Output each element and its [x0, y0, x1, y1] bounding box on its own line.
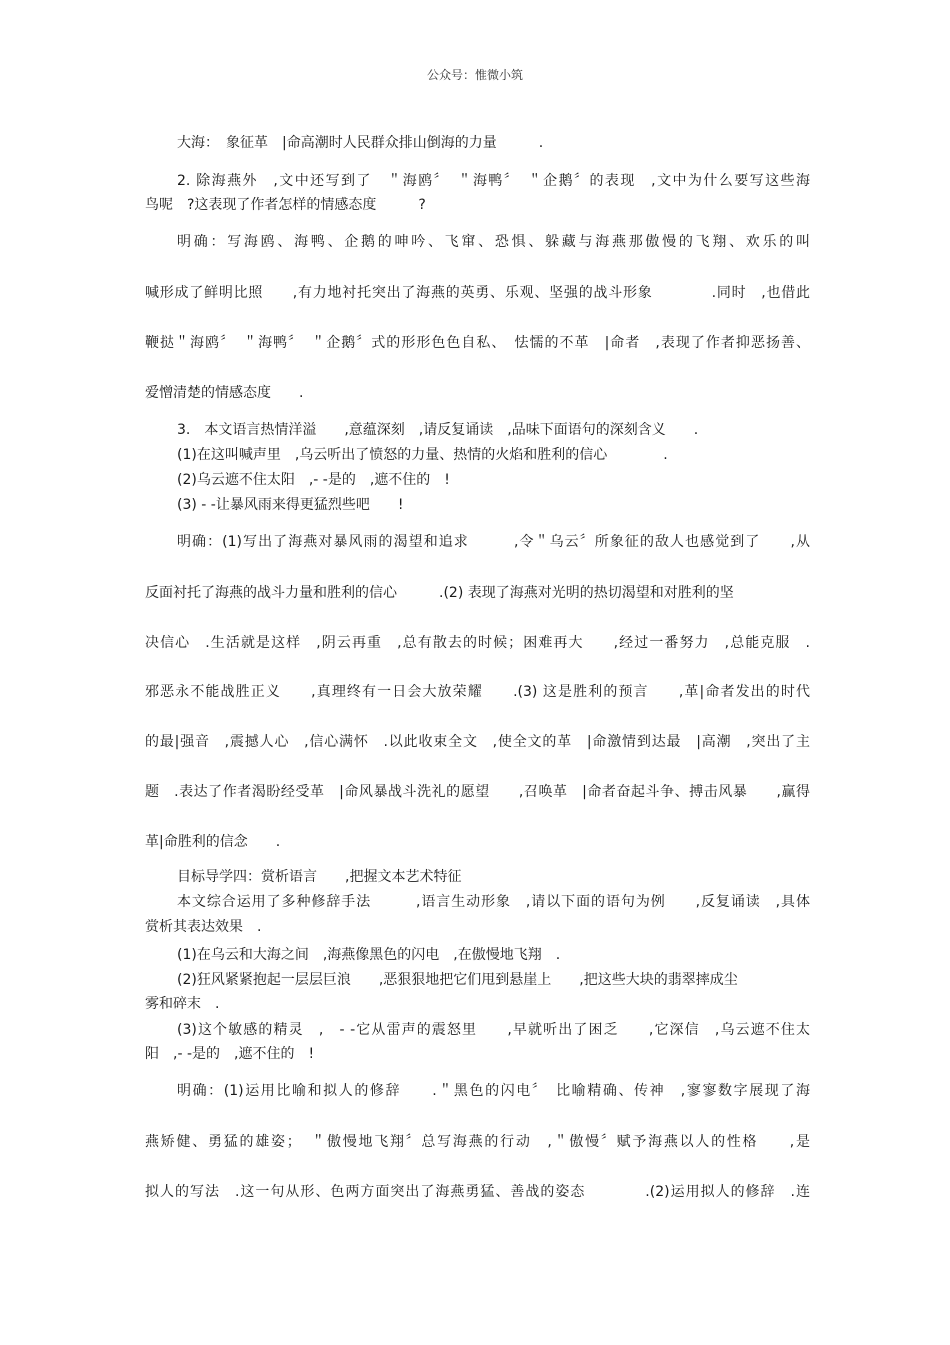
text-line: (3)这个敏感的精灵 , - -它从雷声的震怒里 ,早就听出了困乏 ,它深信 ,乌云遮不住太 — [177, 1022, 810, 1038]
text-line: 鞭挞＂海鸥〞 ＂海鸭〞 ＂企鹅〞式的形形色色自私、 怯懦的不革 |命者 ,表现了作者抑恶扬善、 — [145, 335, 810, 351]
text-line: (3) - -让暴风雨来得更猛烈些吧 ! — [177, 497, 404, 513]
text-line: (1)在这叫喊声里 ,乌云听出了愤怒的力量、热情的火焰和胜利的信心 . — [177, 447, 668, 463]
text-line: 阳 ,- -是的 ,遮不住的 ! — [145, 1046, 315, 1062]
text-line: 反面衬托了海燕的战斗力量和胜利的信心 .(2) 表现了海燕对光明的热切渴望和对胜利的坚 — [145, 585, 734, 601]
text-line: (2)狂风紧紧抱起一层层巨浪 ,恶狠狠地把它们甩到悬崖上 ,把这些大块的翡翠摔成尘 — [177, 972, 738, 988]
text-line: (2)乌云遮不住太阳 ,- -是的 ,遮不住的 ! — [177, 472, 450, 488]
text-line: 雾和碎末 . — [145, 996, 220, 1012]
answer-4: 明确：(1)运用比喻和拟人的修辞 .＂黑色的闪电〞 比喻精确、传神 ,寥寥数字展现了海 — [177, 1083, 810, 1099]
text-line: 题 .表达了作者渴盼经受革 |命风暴战斗洗礼的愿望 ,召唤革 |命者奋起斗争、搏击风暴 ,赢得 — [145, 784, 810, 800]
question-2: 2. 除海燕外 ,文中还写到了 ＂海鸥〞 ＂海鸭〞 ＂企鹅〞的表现 ,文中为什么要写这些海 — [177, 173, 810, 189]
text-line: 赏析其表达效果 . — [145, 919, 262, 935]
text-line: 决信心 .生活就是这样 ,阴云再重 ,总有散去的时候；困难再大 ,经过一番努力 ,总能克服 . — [145, 635, 810, 651]
text-line: 邪恶永不能战胜正义 ,真理终有一日会大放荣耀 .(3) 这是胜利的预言 ,革|命者发出的时代 — [145, 684, 810, 700]
text-line: 爱憎清楚的情感态度 . — [145, 385, 304, 401]
text-line: 本文综合运用了多种修辞手法 ,语言生动形象 ,请以下面的语句为例 ,反复诵读 ,具体 — [177, 894, 810, 910]
text-line: 喊形成了鲜明比照 ,有力地衬托突出了海燕的英勇、乐观、坚强的战斗形象 .同时 ,也借此 — [145, 285, 810, 301]
text-line: 燕矫健、勇猛的雄姿； ＂傲慢地飞翔〞总写海燕的行动 ,＂傲慢〞赋予海燕以人的性格 ,是 — [145, 1134, 810, 1150]
section-heading: 目标导学四：赏析语言 ,把握文本艺术特征 — [177, 869, 462, 885]
text-line: 鸟呢 ?这表现了作者怎样的情感态度 ? — [145, 197, 426, 213]
text-line: 拟人的写法 .这一句从形、色两方面突出了海燕勇猛、善战的姿态 .(2)运用拟人的修辞 .连 — [145, 1184, 810, 1200]
text-line: 大海： 象征革 |命高潮时人民群众排山倒海的力量 . — [177, 135, 544, 151]
text-line: 的最|强音 ,震撼人心 ,信心满怀 .以此收束全文 ,使全文的革 |命激情到达最 |高潮 ,突出了主 — [145, 734, 810, 750]
text-line: 革|命胜利的信念 . — [145, 834, 281, 850]
question-3: 3. 本文语言热情洋溢 ,意蕴深刻 ,请反复诵读 ,品味下面语句的深刻含义 . — [177, 422, 699, 438]
text-line: (1)在乌云和大海之间 ,海燕像黑色的闪电 ,在傲慢地飞翔 . — [177, 947, 561, 963]
answer-3: 明确：(1)写出了海燕对暴风雨的渴望和追求 ,令＂乌云〞所象征的敌人也感觉到了 ,从 — [177, 534, 810, 550]
answer-2: 明确：写海鸥、海鸭、企鹅的呻吟、飞窜、恐惧、躲藏与海燕那傲慢的飞翔、欢乐的叫 — [177, 234, 810, 250]
page-header: 公众号：惟微小筑 — [426, 68, 523, 82]
